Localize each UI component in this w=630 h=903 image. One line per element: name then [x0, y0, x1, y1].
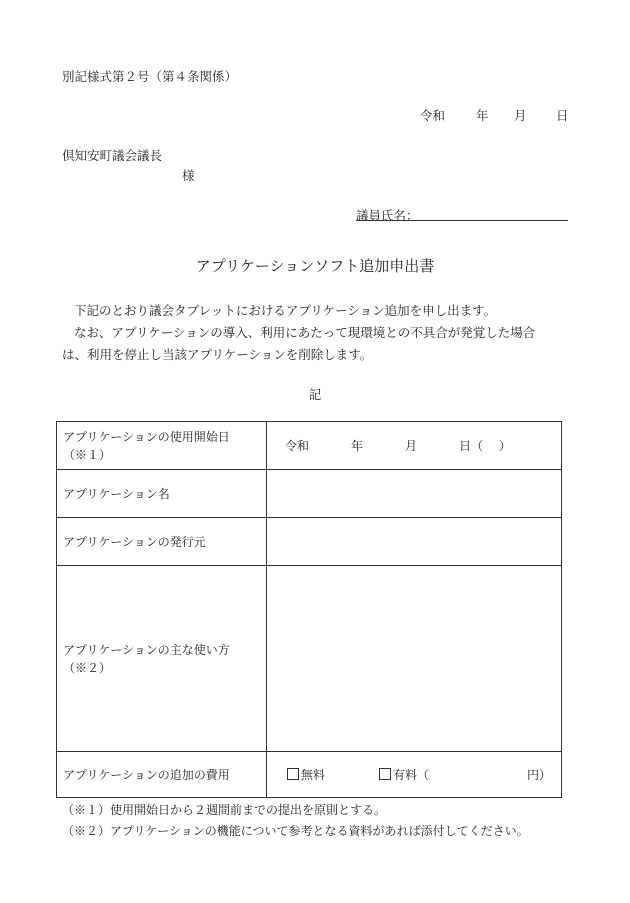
start-date-day: 日（ [459, 438, 484, 453]
member-name-label: 議員氏名： [356, 208, 419, 223]
start-date-weekday-close: ） [499, 438, 512, 453]
application-table [56, 421, 562, 798]
date-month: 月 [514, 108, 527, 123]
start-date-note: （※１） [63, 447, 112, 462]
start-date-field[interactable] [267, 422, 562, 470]
paid-checkbox-icon[interactable] [379, 768, 391, 780]
free-checkbox-icon[interactable] [287, 768, 299, 780]
date-year: 年 [476, 108, 489, 123]
form-number: 別記様式第２号（第４条関係） [62, 69, 238, 84]
footnotes [62, 800, 529, 842]
start-date-label-cell [57, 422, 267, 470]
start-date-label: アプリケーションの使用開始日 [63, 429, 230, 444]
body-line-1: 下記のとおり議会タブレットにおけるアプリケーション追加を申し出ます。 [74, 303, 497, 318]
table-row-cost [57, 752, 562, 798]
start-date-month: 月 [405, 438, 418, 453]
usage-note: （※２） [63, 660, 112, 675]
recipient-honorific: 様 [182, 168, 195, 183]
paid-option-label: 有料（ [393, 767, 430, 782]
free-option-label: 無料 [301, 767, 326, 782]
date-day: 日 [556, 108, 569, 123]
table-row-app-name [57, 470, 562, 518]
free-option[interactable] [287, 766, 379, 784]
app-name-label: アプリケーション名 [57, 470, 267, 518]
start-date-era: 令和 [285, 438, 310, 453]
recipient-name: 倶知安町議会議長 [62, 148, 163, 163]
cost-field [267, 752, 562, 798]
start-date-year: 年 [351, 438, 364, 453]
document-title: アプリケーションソフト追加申出書 [195, 257, 435, 275]
body-text [62, 300, 582, 366]
table-row-usage [57, 566, 562, 752]
body-line-3: は、利用を停止し当該アプリケーションを削除します。 [62, 347, 373, 362]
table-row-start-date [57, 422, 562, 470]
footnote-1: （※１）使用開始日から２週間前までの提出を原則とする。 [62, 803, 387, 817]
member-name-field[interactable] [356, 220, 568, 221]
publisher-field[interactable] [267, 518, 562, 566]
body-line-2: なお、アプリケーションの導入、利用にあたって現環境との不具合が発覚した場合 [74, 325, 536, 340]
usage-label: アプリケーションの主な使い方 [63, 642, 230, 657]
footnote-2: （※２）アプリケーションの機能について参考となる資料があれば添付してください。 [62, 824, 529, 838]
publisher-label: アプリケーションの発行元 [57, 518, 267, 566]
paid-amount-suffix: 円） [527, 767, 552, 782]
cost-label: アプリケーションの追加の費用 [57, 752, 267, 798]
app-name-field[interactable] [267, 470, 562, 518]
date-era: 令和 [420, 108, 446, 123]
usage-label-cell [57, 566, 267, 752]
usage-field[interactable] [267, 566, 562, 752]
ki-heading: 記 [308, 387, 322, 402]
table-row-publisher [57, 518, 562, 566]
paid-option[interactable] [379, 766, 527, 784]
